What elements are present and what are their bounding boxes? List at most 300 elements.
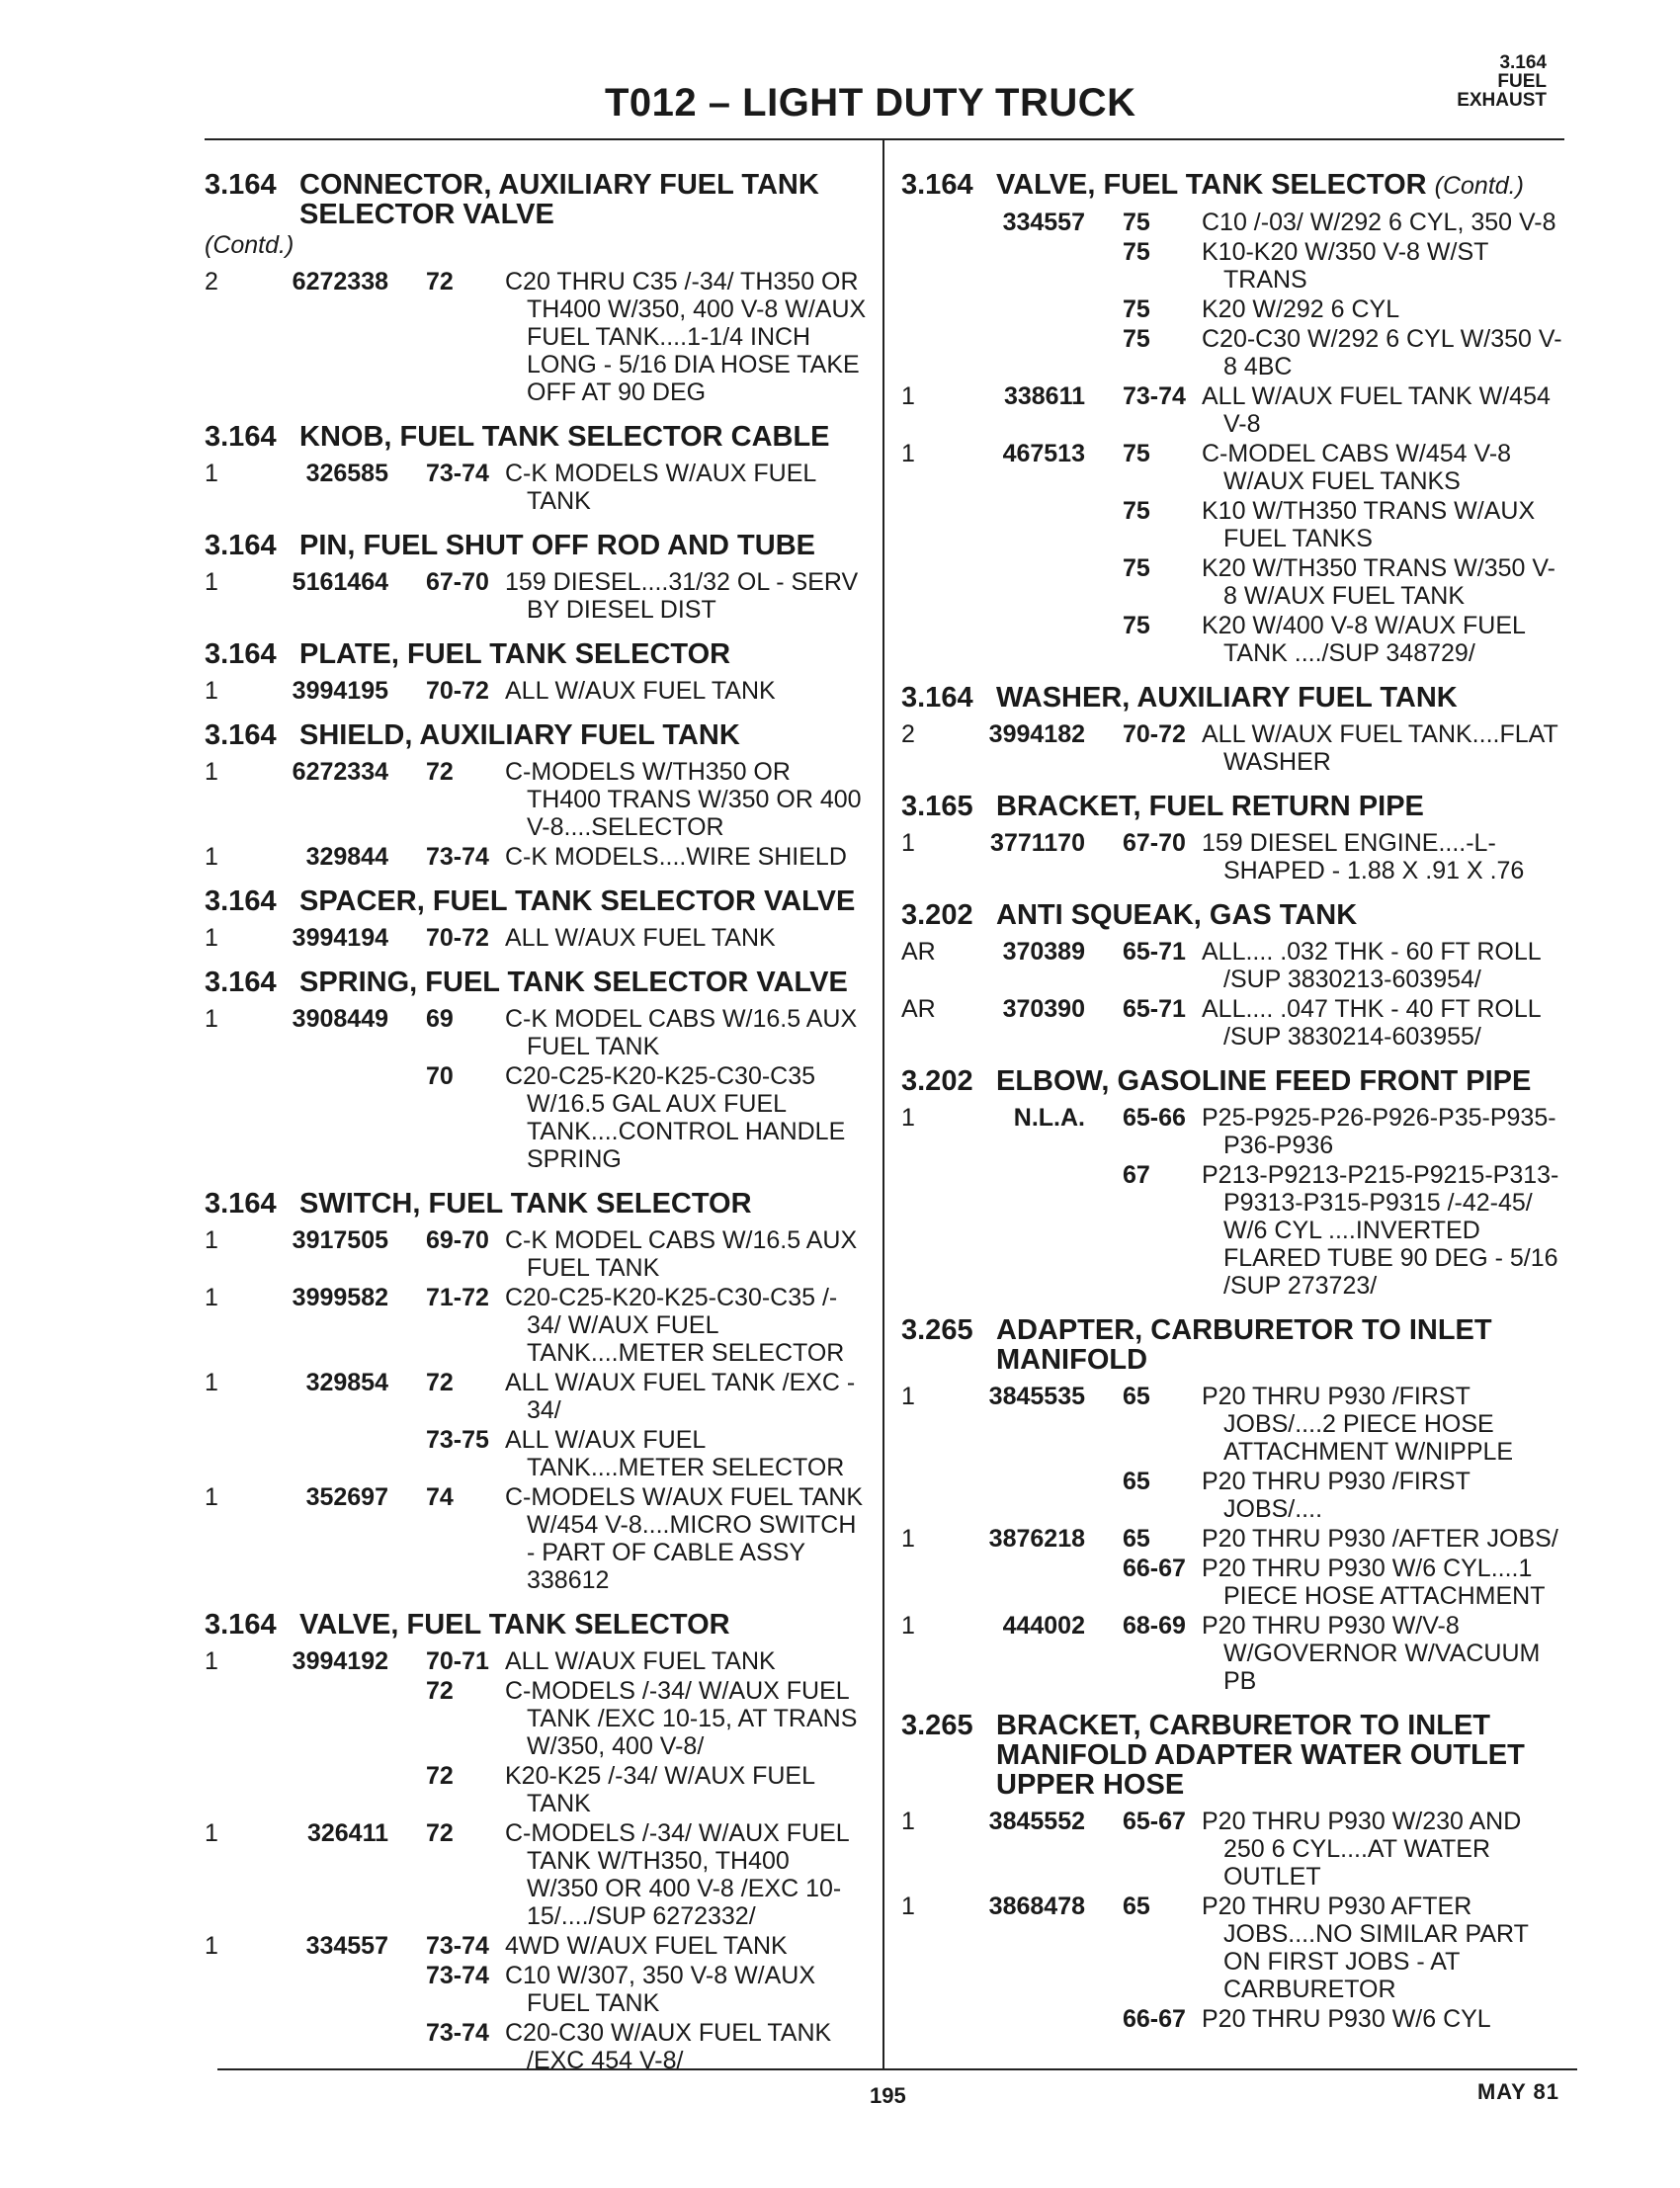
section-title-line: VALVE, FUEL TANK SELECTOR [299,1609,730,1641]
part-number: 334557 [305,1932,388,1960]
model-years: 75 [1123,554,1150,582]
description-line: ALL W/AUX FUEL TANK [505,1647,776,1675]
part-description [505,1369,869,1424]
description-line: P20 THRU P930 W/6 CYL....1 [1202,1555,1533,1582]
description-line: V-8....SELECTOR [527,813,724,841]
description-line: ALL.... .047 THK - 40 FT ROLL [1202,995,1542,1023]
quantity: 1 [901,1808,915,1835]
description-line: P213-P9213-P215-P9215-P313- [1202,1161,1559,1189]
section-number: 3.164 [205,421,277,453]
description-line: P20 THRU P930 /FIRST [1202,1468,1470,1495]
quantity: 1 [205,460,218,487]
quantity: 1 [901,1525,915,1553]
quantity: AR [901,995,936,1023]
section-title-line: CONNECTOR, AUXILIARY FUEL TANK [299,169,819,201]
part-description [505,1426,869,1481]
section-number: 3.164 [205,719,277,751]
part-number: 3994194 [292,924,388,952]
model-years: 75 [1123,325,1150,353]
model-years: 68-69 [1123,1612,1186,1640]
description-line: C20-C25-K20-K25-C30-C35 /- [505,1284,838,1311]
section-heading [205,1610,869,1640]
quantity [901,209,949,236]
description-line: 159 DIESEL....31/32 OL - SERV [505,568,859,596]
description-line: C20-C30 W/292 6 CYL W/350 V- [1202,325,1562,353]
description-line: C-MODELS W/AUX FUEL TANK [505,1483,864,1511]
description-line: P25-P925-P26-P926-P35-P935- [1202,1104,1556,1132]
part-description [505,1284,869,1367]
part-number: 467513 [1002,440,1085,467]
section-heading [901,1315,1583,1375]
section-number: 3.164 [205,967,277,998]
part-row [205,1062,869,1173]
quantity [205,1762,252,1817]
description-line: P20 THRU P930 W/230 AND [1202,1808,1522,1835]
description-line: ALL W/AUX FUEL TANK [505,677,776,705]
description-line: C-K MODELS W/AUX FUEL [505,460,817,487]
description-line: C-K MODEL CABS W/16.5 AUX [505,1005,858,1033]
part-row [205,677,869,705]
part-description [1202,1612,1583,1695]
section-title-line: SELECTOR VALVE [299,199,554,230]
part-row [205,268,869,406]
description-line: W/350 OR 400 V-8 /EXC 10- [527,1875,842,1902]
description-line: C10 /-03/ W/292 6 CYL, 350 V-8 [1202,209,1556,236]
section-heading [901,792,1583,821]
section-title-line: BRACKET, CARBURETOR TO INLET [996,1710,1490,1741]
model-years: 65 [1123,1893,1150,1920]
part-number [949,1468,1123,1523]
section-number: 3.164 [205,1188,277,1220]
description-line: P20 THRU P930 /AFTER JOBS/ [1202,1525,1558,1553]
section-title-line: WASHER, AUXILIARY FUEL TANK [996,682,1458,714]
part-row [205,1284,869,1367]
part-description [1202,238,1583,294]
part-row [205,1762,869,1817]
quantity: 1 [205,1647,218,1675]
quantity [901,325,949,380]
description-line: TANK....METER SELECTOR [527,1454,845,1481]
section-title-line: KNOB, FUEL TANK SELECTOR CABLE [299,421,830,453]
part-number [252,1762,426,1817]
section-index-fuel: FUEL [1497,71,1547,92]
quantity: 1 [901,1612,915,1640]
part-number [252,1962,426,2017]
part-number: 3994195 [292,677,388,705]
quantity [205,1677,252,1760]
model-years: 75 [1123,612,1150,639]
model-years: 65-71 [1123,995,1186,1023]
quantity [205,1962,252,2017]
continued-note: (Contd.) [205,231,294,259]
part-number [252,1426,426,1481]
model-years: 70-72 [426,924,489,952]
part-description [505,1483,869,1594]
quantity [901,612,949,667]
description-line: ALL W/AUX FUEL TANK W/454 [1202,382,1551,410]
model-years: 65 [1123,1383,1150,1410]
part-description [1202,440,1583,495]
part-number: 370390 [1002,995,1085,1023]
description-line: P36-P936 [1223,1132,1334,1159]
section-heading [205,531,869,560]
part-description [505,568,869,624]
quantity: 1 [205,1284,218,1311]
description-line: /SUP 3830213-603954/ [1223,966,1481,993]
part-description [505,1962,869,2017]
part-number [949,1555,1123,1610]
part-number: 6272334 [292,758,388,786]
part-row [205,1226,869,1282]
description-line: K10-K20 W/350 V-8 W/ST [1202,238,1489,266]
description-line: TANK....CONTROL HANDLE [527,1118,846,1145]
part-row [205,1647,869,1675]
description-line: /EXC 454 V-8/ [527,2047,684,2074]
part-description [1202,2005,1583,2033]
part-description [505,2019,869,2074]
description-line: ALL W/AUX FUEL [505,1426,707,1454]
part-description [1202,209,1583,236]
section-number: 3.202 [901,899,973,931]
description-line: P9313-P315-P9315 /-42-45/ [1223,1189,1533,1217]
quantity: 1 [205,568,218,596]
page-title: T012 – LIGHT DUTY TRUCK [605,81,1136,125]
part-description [1202,829,1583,884]
part-description [505,1647,869,1675]
part-row [205,568,869,624]
description-line: JOBS/....2 PIECE HOSE [1223,1410,1494,1438]
quantity: AR [901,938,936,966]
parts-section [205,968,869,1173]
section-heading [901,170,1583,201]
part-number: 329844 [305,843,388,871]
section-number: 3.265 [901,1314,973,1346]
quantity: 2 [901,720,915,748]
section-index-number: 3.164 [1499,52,1547,73]
description-line: /SUP 3830214-603955/ [1223,1023,1481,1051]
quantity [901,1555,949,1610]
part-number [252,1062,426,1173]
part-row [901,554,1583,610]
part-description [1202,554,1583,610]
part-number: 3845535 [988,1383,1085,1410]
part-row [901,1808,1583,1891]
part-description [1202,1525,1583,1553]
description-line: LONG - 5/16 DIA HOSE TAKE [527,351,860,379]
section-number: 3.265 [901,1710,973,1741]
description-line: K20 W/TH350 TRANS W/350 V- [1202,554,1555,582]
part-row [901,1383,1583,1466]
section-title-line: ADAPTER, CARBURETOR TO INLET [996,1314,1492,1346]
section-index [1457,53,1547,110]
model-years: 73-74 [1123,382,1186,410]
section-title-line: SPACER, FUEL TANK SELECTOR VALVE [299,885,856,917]
model-years: 70-71 [426,1647,489,1675]
part-row [901,1893,1583,2003]
description-line: 8 4BC [1223,353,1293,380]
part-row [205,1932,869,1960]
part-row [901,1612,1583,1695]
part-number [949,295,1123,323]
description-line: /SUP 273723/ [1223,1272,1378,1300]
section-title-line: ANTI SQUEAK, GAS TANK [996,899,1358,931]
quantity: 1 [205,758,218,786]
model-years: 70-72 [426,677,489,705]
description-line: CARBURETOR [1223,1976,1396,2003]
publication-date: MAY 81 [1476,2079,1559,2104]
part-row [901,1468,1583,1523]
quantity [205,2019,252,2074]
section-number: 3.164 [901,169,973,201]
description-line: TANK....METER SELECTOR [527,1339,845,1367]
part-row [901,2005,1583,2033]
part-description [505,924,869,952]
model-years: 69 [426,1005,454,1033]
part-number: 3845552 [988,1808,1085,1835]
section-title-line: SWITCH, FUEL TANK SELECTOR [299,1188,752,1220]
model-years: 67 [1123,1161,1150,1189]
description-line: 8 W/AUX FUEL TANK [1223,582,1466,610]
part-description [1202,325,1583,380]
description-line: FUEL TANKS [1223,525,1373,552]
parts-section [901,170,1583,667]
parts-section [205,720,869,871]
part-description [1202,1104,1583,1159]
model-years: 74 [426,1483,454,1511]
part-number [252,2019,426,2074]
section-title-line: SHIELD, AUXILIARY FUEL TANK [299,719,740,751]
part-number: 3771170 [990,829,1085,857]
part-number [949,238,1123,294]
section-title-line: VALVE, FUEL TANK SELECTOR [996,169,1427,201]
description-line: TRANS [1223,266,1307,294]
quantity: 1 [205,924,218,952]
description-line: C-K MODEL CABS W/16.5 AUX [505,1226,858,1254]
description-line: 338612 [527,1566,610,1594]
description-line: K10 W/TH350 TRANS W/AUX [1202,497,1536,525]
quantity [901,238,949,294]
description-line: K20 W/292 6 CYL [1202,295,1400,323]
model-years: 69-70 [426,1226,489,1254]
quantity: 1 [205,843,218,871]
section-title-line: PIN, FUEL SHUT OFF ROD AND TUBE [299,530,815,561]
part-row [901,1555,1583,1610]
part-row [205,1962,869,2017]
section-heading [901,1066,1583,1096]
description-line: BY DIESEL DIST [527,596,716,624]
part-number: 3908449 [292,1005,388,1033]
section-title-line: ELBOW, GASOLINE FEED FRONT PIPE [996,1065,1532,1097]
quantity: 1 [205,1369,218,1396]
part-description [505,1762,869,1817]
model-years: 65 [1123,1525,1150,1553]
parts-section [205,531,869,624]
part-number: 444002 [1002,1612,1085,1640]
part-number: 352697 [305,1483,388,1511]
model-years: 65 [1123,1468,1150,1495]
quantity: 2 [205,268,218,295]
description-line: W/GOVERNOR W/VACUUM [1223,1640,1541,1667]
description-line: C-MODELS /-34/ W/AUX FUEL [505,1677,850,1705]
quantity: 1 [901,440,915,467]
quantity: 1 [205,677,218,705]
quantity: 1 [901,1893,915,1920]
part-row [205,1369,869,1424]
part-row [901,938,1583,993]
section-number: 3.165 [901,791,973,822]
part-number [252,1677,426,1760]
description-line: TANK W/TH350, TH400 [527,1847,790,1875]
section-number: 3.202 [901,1065,973,1097]
description-line: P20 THRU P930 W/V-8 [1202,1612,1460,1640]
description-line: FLARED TUBE 90 DEG - 5/16 [1223,1244,1558,1272]
parts-section [205,422,869,515]
model-years: 72 [426,1762,454,1790]
part-row [205,1677,869,1760]
parts-section [205,639,869,705]
section-heading [205,170,869,260]
part-number [949,554,1123,610]
parts-section [205,170,869,406]
section-title-line: UPPER HOSE [996,1769,1185,1801]
part-number: 370389 [1002,938,1085,966]
quantity: 1 [205,1005,218,1033]
part-row [205,1426,869,1481]
description-line: TANK ..../SUP 348729/ [1223,639,1475,667]
description-line: 34/ [527,1396,561,1424]
description-line: PB [1223,1667,1257,1695]
description-line: FUEL TANK [527,1033,660,1060]
section-number: 3.164 [205,1609,277,1641]
part-number: 3868478 [988,1893,1085,1920]
part-description [1202,382,1583,438]
description-line: TANK [527,1790,591,1817]
quantity [205,1426,252,1481]
part-number: 3994182 [988,720,1085,748]
part-row [901,209,1583,236]
part-description [505,1005,869,1060]
part-row [901,295,1583,323]
section-heading [205,1189,869,1219]
part-row [205,758,869,841]
model-years: 75 [1123,497,1150,525]
section-title-line: MANIFOLD ADAPTER WATER OUTLET [996,1739,1525,1771]
model-years: 70 [426,1062,454,1090]
quantity: 1 [901,1104,915,1132]
description-line: W/454 V-8....MICRO SWITCH [527,1511,857,1539]
description-line: FUEL TANK [527,1254,660,1282]
quantity [205,1062,252,1173]
quantity [901,497,949,552]
model-years: 72 [426,1819,454,1847]
quantity: 1 [901,829,915,857]
model-years: 72 [426,1677,454,1705]
model-years: 73-74 [426,2019,489,2047]
part-row [901,995,1583,1051]
description-line: W/350, 400 V-8/ [527,1732,705,1760]
parts-section [901,1066,1583,1300]
description-line: ALL W/AUX FUEL TANK....FLAT [1202,720,1558,748]
model-years: 73-75 [426,1426,489,1454]
description-line: JOBS....NO SIMILAR PART [1223,1920,1529,1948]
part-number [949,325,1123,380]
part-description [505,1819,869,1930]
parts-section [901,792,1583,884]
part-number: 334557 [1002,209,1085,236]
part-number: 3999582 [292,1284,388,1311]
part-row [901,382,1583,438]
section-heading [901,683,1583,713]
model-years: 65-66 [1123,1104,1186,1132]
description-line: W/6 CYL ....INVERTED [1223,1217,1480,1244]
quantity: 1 [205,1483,218,1511]
part-number: 3876218 [988,1525,1085,1553]
model-years: 71-72 [426,1284,489,1311]
quantity [901,2005,949,2033]
part-row [205,1819,869,1930]
quantity: 1 [205,1932,218,1960]
part-number [949,2005,1123,2033]
part-description [1202,612,1583,667]
model-years: 67-70 [426,568,489,596]
description-line: C-MODELS /-34/ W/AUX FUEL [505,1819,850,1847]
part-row [205,924,869,952]
part-number: 6272338 [292,268,388,295]
description-line: PIECE HOSE ATTACHMENT [1223,1582,1546,1610]
model-years: 75 [1123,209,1150,236]
section-number: 3.164 [205,885,277,917]
section-heading [205,422,869,452]
part-description [505,758,869,841]
part-number [949,612,1123,667]
description-line: K20 W/400 V-8 W/AUX FUEL [1202,612,1526,639]
part-description [1202,1808,1583,1891]
part-number [949,497,1123,552]
model-years: 72 [426,268,454,295]
parts-section [901,900,1583,1051]
part-description [505,268,869,406]
header-rule [205,138,1564,140]
description-line: P20 THRU P930 AFTER [1202,1893,1472,1920]
description-line: C-MODELS W/TH350 OR [505,758,791,786]
model-years: 75 [1123,295,1150,323]
section-index-exhaust: EXHAUST [1457,90,1547,111]
page-number: 195 [870,2083,906,2108]
section-number: 3.164 [205,638,277,670]
description-line: TANK /EXC 10-15, AT TRANS [527,1705,858,1732]
part-row [901,238,1583,294]
part-number: N.L.A. [1013,1104,1085,1132]
parts-section [205,1610,869,2074]
section-heading [205,720,869,750]
model-years: 66-67 [1123,2005,1186,2033]
section-title-line: MANIFOLD [996,1344,1148,1376]
part-description [1202,720,1583,776]
description-line: K20-K25 /-34/ W/AUX FUEL [505,1762,816,1790]
model-years: 75 [1123,440,1150,467]
description-line: C-MODEL CABS W/454 V-8 [1202,440,1512,467]
parts-section [901,1315,1583,1695]
description-line: C20-C25-K20-K25-C30-C35 [505,1062,816,1090]
model-years: 73-74 [426,460,489,487]
part-description [1202,938,1583,993]
model-years: 75 [1123,238,1150,266]
description-line: ALL W/AUX FUEL TANK /EXC - [505,1369,856,1396]
description-line: C-K MODELS....WIRE SHIELD [505,843,847,871]
description-line: P20 THRU P930 /FIRST [1202,1383,1470,1410]
part-description [505,1932,869,1960]
part-description [1202,295,1583,323]
